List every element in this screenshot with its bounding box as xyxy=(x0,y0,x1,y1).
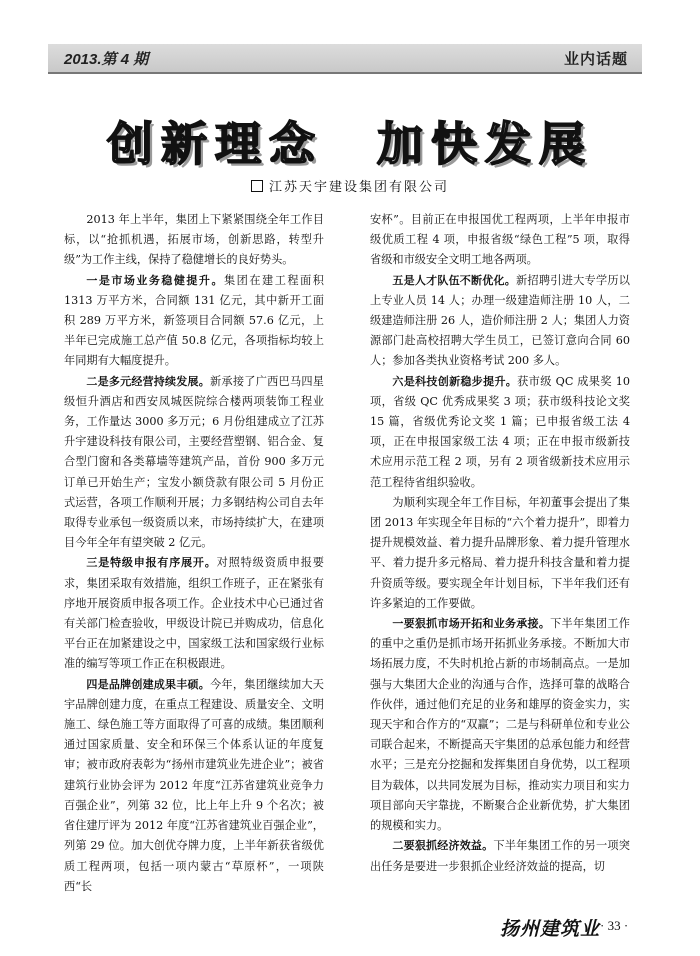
left-column xyxy=(64,210,324,897)
paragraph xyxy=(370,614,630,836)
section-heading: 四是品牌创建成果丰硕。 xyxy=(86,677,210,691)
paragraph xyxy=(64,372,324,554)
paragraph: 安杯”。目前正在申报国优工程两项，上半年申报市级优质工程 4 项，申报省级“绿色工程”5 项，取得省级和市级安全文明工地各两项。 xyxy=(370,213,630,267)
section-heading: 一要狠抓市场开拓和业务承接。 xyxy=(392,617,551,631)
page-header xyxy=(48,44,642,74)
author-name: 江苏天宇建设集团有限公司 xyxy=(268,180,449,195)
paragraph xyxy=(64,553,324,674)
paragraph-body: 下半年集团工作的重中之重仍是抓市场开拓抓业务承接。不断加大市场拓展力度，不失时机抢占新的市场制高点。一是加强与大集团大企业的沟通与合作，选择可靠的战略合作伙伴，通过他们充足的业务和雄厚的资金实力，实现天宇和合作方的“双赢”；二是与科研单位和专业公司联合起来，不断提高天宇集团的总承包能力和经营水平；三是充分挖掘和发挥集团自身优势，以工程项目为载体，以共同发展为目标，推动实力项目和实力项目部向天宇靠拢，不断聚合企业新优势，扩大集团的规模和实力。 xyxy=(370,617,630,833)
paragraph-body: 集团在建工程面积 1313 万平方米，合同额 131 亿元，其中新开工面积 289 万平方米，新签项目合同额 57.6 亿元，上半年已完成施工总产值 50.8 亿元，各项指标均较上年同期有大幅度提升。 xyxy=(64,273,324,368)
byline xyxy=(0,176,700,195)
section-heading: 一是市场业务稳健提升。 xyxy=(86,273,224,287)
magazine-brand: 扬州建筑业 xyxy=(500,918,601,940)
paragraph xyxy=(370,271,630,372)
paragraph: 为顺利实现全年工作目标，年初董事会提出了集团 2013 年实现全年目标的“六个着力提升”，即着力提升规模效益、着力提升品牌形象、着力提升管理水平、着力提升多元格局、着力提升科技含量和着力提升资质等级。要实现全年计划目标，下半年我们还有许多紧迫的工作要做。 xyxy=(370,495,630,610)
issue-label: 2013.第 4 期 xyxy=(64,51,149,68)
paragraph-body: 今年，集团继续加大天宇品牌创建力度，在重点工程建设、质量安全、文明施工、绿色施工等方面取得了可喜的成绩。集团顺利通过国家质量、安全和环保三个体系认证的年度复审；被市政府表彰为“扬州市建筑业先进企业”；被省建筑行业协会评为 2012 年度“江苏省建筑业竞争力百强企业”，列第 32 位，比上年上升 9 个名次；被省住建厅评为 2012 年度“江苏省建筑业百强企业”，列第 29 位。加大创优夺牌力度，上半年新获省级优质工程两项，包括一项内蒙古“草原杯”，一项陕西“长 xyxy=(64,677,324,893)
section-label: 业内话题 xyxy=(563,50,628,68)
section-heading: 二要狠抓经济效益。 xyxy=(392,839,494,853)
paragraph-body: 下半年集团工作的另一项突出任务是要进一步狠抓企业经济效益的提高，切 xyxy=(370,839,630,873)
article-title: 创新理念 加快发展 xyxy=(107,117,593,171)
paragraph-body: 新承接了广西巴马四星级恒升酒店和西安凤城医院综合楼两项装饰工程业务，工作量达 3000 多万元；6 月份组建成立了江苏升宇建设科技有限公司，主要经营塑钢、铝合金、复合型门窗和各类幕墙等建筑产品，首份 900 多万元订单已开始生产；宝发小额贷款有限公司 5 月份正式运营，各项工作顺利开展；力多钢结构公司自去年取得专业承包一级资质以来，市场持续扩大，在建项目今年全年有望突破 2 亿元。 xyxy=(64,374,324,550)
section-heading: 三是特级申报有序展开。 xyxy=(86,556,217,570)
checkbox-square-icon xyxy=(251,180,263,192)
paragraph: 2013 年上半年，集团上下紧紧围绕全年工作目标，以“抢抓机遇，拓展市场，创新思路，转型升级”为工作主线，保持了稳健增长的良好势头。 xyxy=(64,213,324,267)
section-heading: 五是人才队伍不断优化。 xyxy=(392,273,516,287)
paragraph xyxy=(64,271,324,372)
paragraph-body: 获市级 QC 成果奖 10 项，省级 QC 优秀成果奖 3 项；获市级科技论文奖 15 篇，省级优秀论文奖 1 篇；已申报省级工法 4 项，正在申报国家级工法 4 项；正在申报市级新技术应用示范工程 2 项，另有 2 项省级新技术应用示范工程待省组织验收。 xyxy=(370,374,630,489)
paragraph-body: 新招聘引进大专学历以上专业人员 14 人；办理一级建造师注册 10 人，二级建造师注册 26 人，造价师注册 2 人；集团人力资源部门赴高校招聘大学生员工，已签订意向合同 60 人；参加各类执业资格考试 200 多人。 xyxy=(370,273,630,368)
paragraph xyxy=(370,372,630,493)
section-heading: 六是科技创新稳步提升。 xyxy=(392,374,518,388)
paragraph-body: 对照特级资质申报要求，集团采取有效措施，组织工作班子，正在紧张有序地开展资质申报各项工作。企业技术中心已通过省有关部门检查验收，甲级设计院已并购成功，信息化平台正在加紧建设之中，国家级工法和国家级行业标准的编写等项工作正在积极跟进。 xyxy=(64,556,324,671)
page-number: · 33 · xyxy=(600,918,629,933)
paragraph xyxy=(64,675,324,897)
right-column xyxy=(370,210,630,877)
section-heading: 二是多元经营持续发展。 xyxy=(86,374,210,388)
paragraph xyxy=(370,836,630,876)
